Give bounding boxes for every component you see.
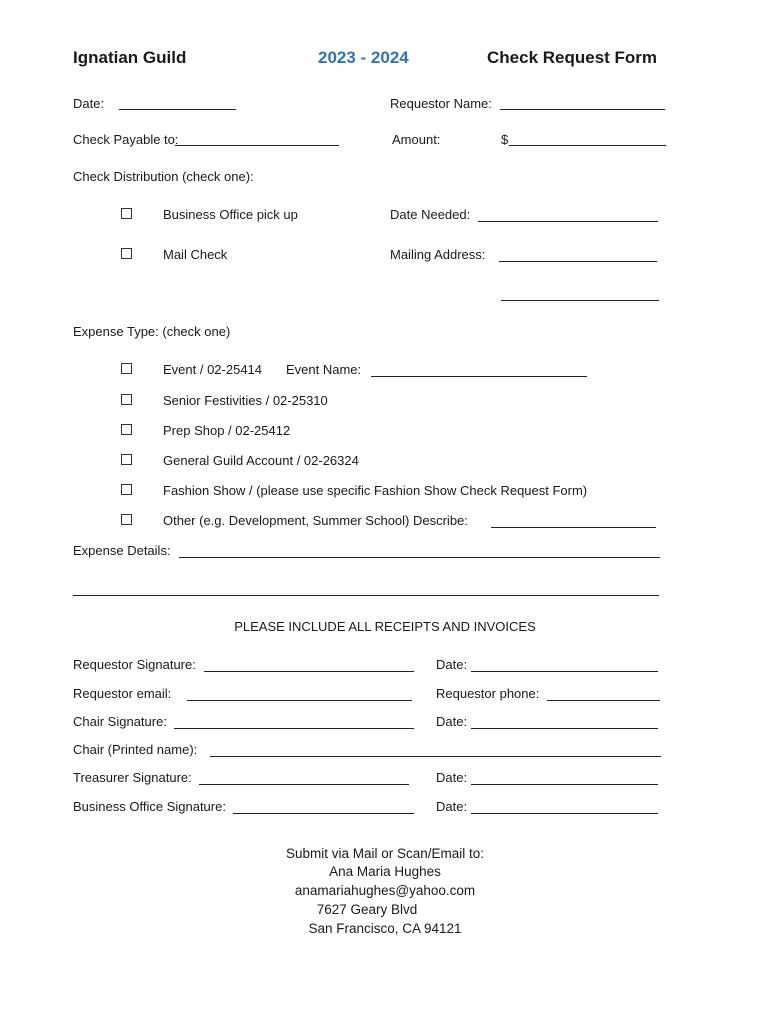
event-checkbox[interactable] (121, 363, 132, 374)
receipts-notice: PLEASE INCLUDE ALL RECEIPTS AND INVOICES (234, 619, 536, 634)
submit-street: 7627 Geary Blvd (316, 902, 418, 917)
date-label-4: Date: (436, 799, 468, 814)
org-name: Ignatian Guild (73, 48, 187, 67)
event-name-label: Event Name: (286, 362, 362, 377)
currency-symbol: $ (501, 132, 509, 147)
submit-city: San Francisco, CA 94121 (308, 921, 462, 936)
general-checkbox[interactable] (121, 454, 132, 465)
chair-signature-label: Chair Signature: (73, 714, 167, 729)
expense-details-field[interactable] (179, 557, 660, 558)
check-payable-field[interactable] (175, 145, 339, 146)
date-label-1: Date: (436, 657, 468, 672)
distribution-heading: Check Distribution (check one): (73, 169, 254, 184)
expense-details-label: Expense Details: (73, 543, 171, 558)
other-label: Other (e.g. Development, Summer School) Describe: (163, 513, 468, 528)
amount-field[interactable] (509, 145, 666, 146)
requestor-signature-label: Requestor Signature: (73, 657, 196, 672)
prep-shop-checkbox[interactable] (121, 424, 132, 435)
check-payable-label: Check Payable to: (73, 132, 179, 147)
expense-type-heading: Expense Type: (check one) (73, 324, 231, 339)
requestor-name-label: Requestor Name: (390, 96, 492, 111)
senior-label: Senior Festivities / 02-25310 (163, 393, 328, 408)
chair-printed-field[interactable] (210, 756, 661, 757)
date-needed-label: Date Needed: (390, 207, 471, 222)
fashion-checkbox[interactable] (121, 484, 132, 495)
submit-email: anamariahughes@yahoo.com (294, 883, 476, 898)
submit-instructions: Submit via Mail or Scan/Email to: (285, 846, 485, 861)
date-field-2[interactable] (471, 728, 658, 729)
date-needed-field[interactable] (478, 221, 658, 222)
form-year: 2023 - 2024 (318, 48, 409, 67)
date-label: Date: (73, 96, 105, 111)
mail-checkbox[interactable] (121, 248, 132, 259)
amount-label: Amount: (392, 132, 441, 147)
date-label-3: Date: (436, 770, 468, 785)
requestor-email-label: Requestor email: (73, 686, 172, 701)
requestor-email-field[interactable] (187, 700, 412, 701)
requestor-phone-label: Requestor phone: (436, 686, 540, 701)
form-title: Check Request Form (487, 48, 658, 67)
mailing-address-field-2[interactable] (501, 300, 659, 301)
date-field[interactable] (119, 109, 236, 110)
requestor-phone-field[interactable] (547, 700, 660, 701)
event-label: Event / 02-25414 (163, 362, 263, 377)
business-office-signature-label: Business Office Signature: (73, 799, 226, 814)
treasurer-signature-label: Treasurer Signature: (73, 770, 192, 785)
date-field-3[interactable] (471, 784, 658, 785)
other-checkbox[interactable] (121, 514, 132, 525)
expense-details-field-2[interactable] (73, 595, 659, 596)
chair-signature-field[interactable] (174, 728, 414, 729)
mail-label: Mail Check (163, 247, 228, 262)
requestor-signature-field[interactable] (204, 671, 414, 672)
date-field-1[interactable] (471, 671, 658, 672)
pickup-checkbox[interactable] (121, 208, 132, 219)
event-name-field[interactable] (371, 376, 587, 377)
submit-name: Ana Maria Hughes (329, 864, 441, 879)
senior-checkbox[interactable] (121, 394, 132, 405)
mailing-address-field[interactable] (499, 261, 657, 262)
prep-shop-label: Prep Shop / 02-25412 (163, 423, 291, 438)
treasurer-signature-field[interactable] (199, 784, 409, 785)
pickup-label: Business Office pick up (163, 207, 298, 222)
fashion-label: Fashion Show / (please use specific Fashion Show Check Request Form) (163, 483, 588, 498)
other-describe-field[interactable] (491, 527, 656, 528)
date-field-4[interactable] (471, 813, 658, 814)
date-label-2: Date: (436, 714, 468, 729)
requestor-name-field[interactable] (500, 109, 665, 110)
general-label: General Guild Account / 02-26324 (163, 453, 359, 468)
business-office-signature-field[interactable] (233, 813, 414, 814)
chair-printed-label: Chair (Printed name): (73, 742, 198, 757)
mailing-address-label: Mailing Address: (390, 247, 486, 262)
